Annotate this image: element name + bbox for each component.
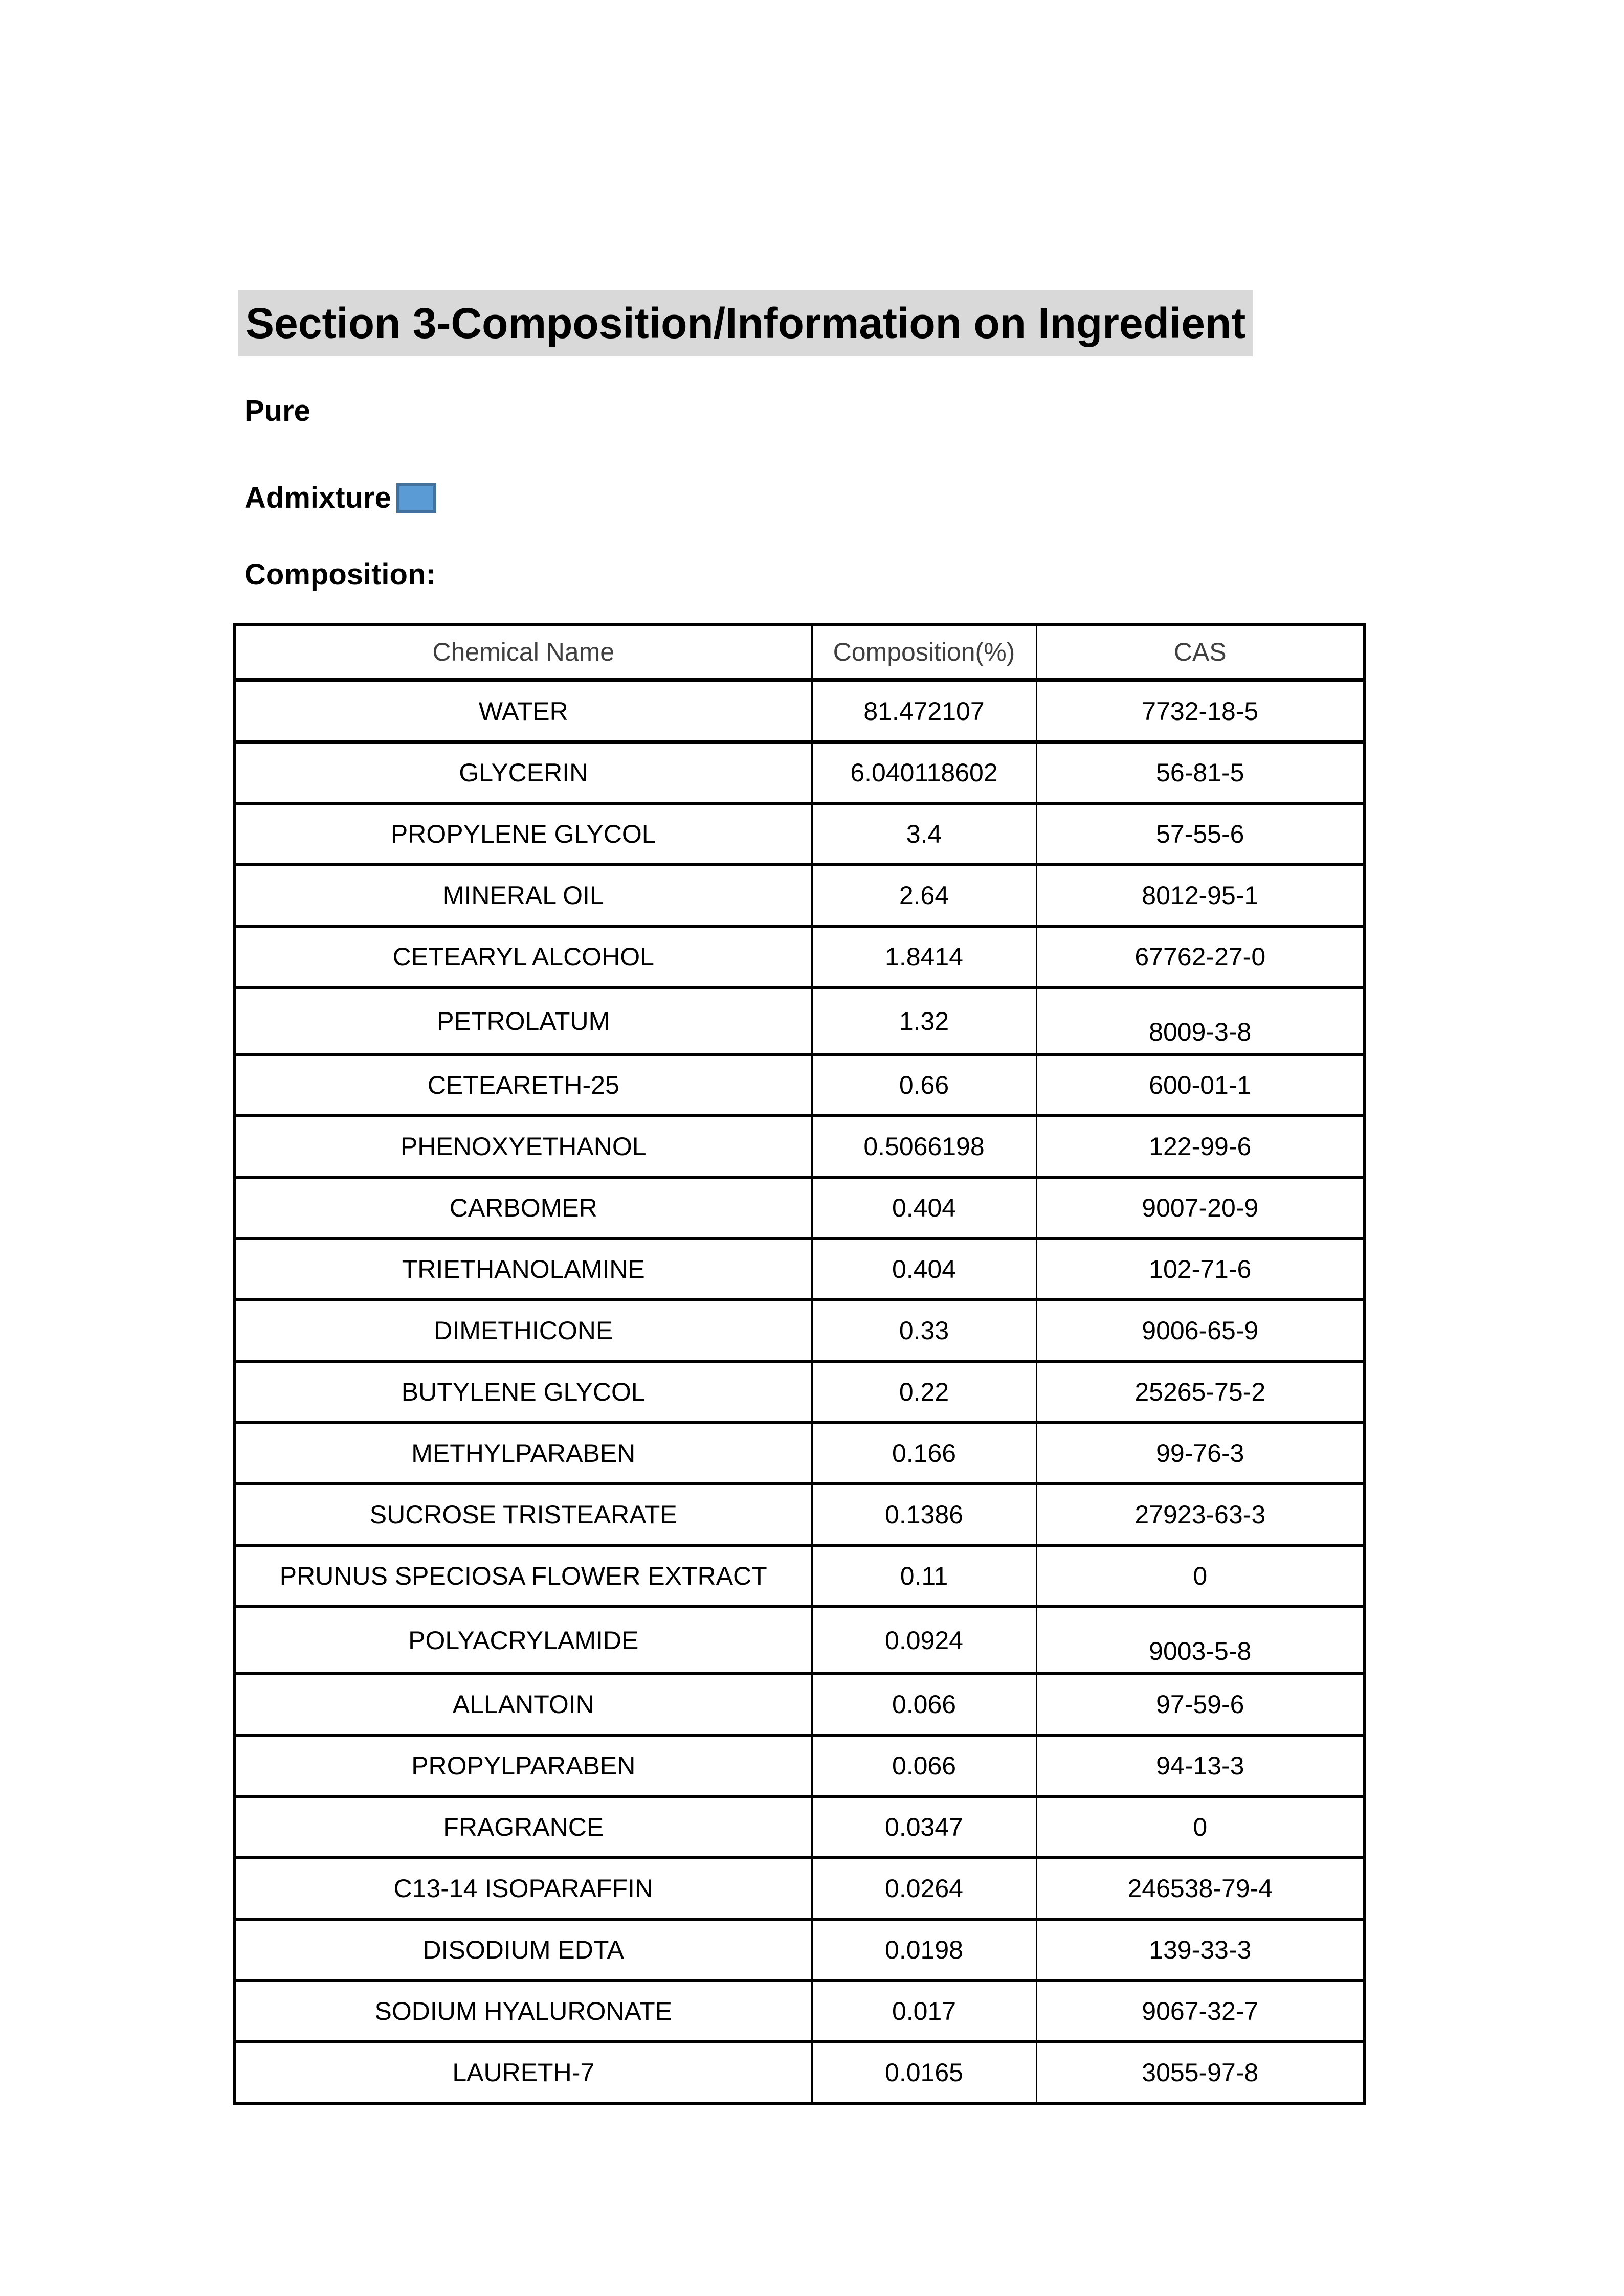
table-row: [234, 803, 1365, 865]
chemical-name-cell: CARBOMER: [234, 1177, 812, 1239]
cas-cell: 9003-5-8: [1036, 1607, 1365, 1674]
chemical-name-cell: POLYACRYLAMIDE: [234, 1607, 812, 1674]
chemical-name-cell: ALLANTOIN: [234, 1674, 812, 1735]
composition-cell: 0.22: [812, 1361, 1036, 1423]
table-row: [234, 1545, 1365, 1607]
cas-cell: 8012-95-1: [1036, 865, 1365, 926]
table-row: [234, 1607, 1365, 1674]
cas-cell: 97-59-6: [1036, 1674, 1365, 1735]
composition-table: [233, 623, 1366, 2105]
composition-cell: 0.0264: [812, 1858, 1036, 1919]
chemical-name-cell: SUCROSE TRISTEARATE: [234, 1484, 812, 1545]
chemical-name-cell: PROPYLPARABEN: [234, 1735, 812, 1796]
chemical-name-cell: DIMETHICONE: [234, 1300, 812, 1361]
composition-cell: 0.017: [812, 1980, 1036, 2042]
cas-cell: 600-01-1: [1036, 1054, 1365, 1116]
cas-cell: 9007-20-9: [1036, 1177, 1365, 1239]
chemical-name-cell: GLYCERIN: [234, 742, 812, 803]
cas-cell: 27923-63-3: [1036, 1484, 1365, 1545]
cas-cell: 56-81-5: [1036, 742, 1365, 803]
composition-cell: 1.8414: [812, 926, 1036, 987]
table-row: [234, 1361, 1365, 1423]
composition-cell: 81.472107: [812, 680, 1036, 742]
table-row: [234, 1239, 1365, 1300]
composition-cell: 0.11: [812, 1545, 1036, 1607]
chemical-name-cell: WATER: [234, 680, 812, 742]
admixture-row: [244, 483, 436, 513]
cas-cell: 0: [1036, 1796, 1365, 1858]
cas-cell: 99-76-3: [1036, 1423, 1365, 1484]
composition-cell: 0.0198: [812, 1919, 1036, 1980]
cas-cell: 122-99-6: [1036, 1116, 1365, 1177]
composition-cell: 0.66: [812, 1054, 1036, 1116]
admixture-checkbox[interactable]: [396, 483, 436, 513]
table-row: [234, 1300, 1365, 1361]
composition-cell: 0.0347: [812, 1796, 1036, 1858]
composition-cell: 0.066: [812, 1674, 1036, 1735]
composition-cell: 0.404: [812, 1177, 1036, 1239]
column-header-cas: CAS: [1036, 624, 1365, 680]
composition-cell: 0.1386: [812, 1484, 1036, 1545]
table-row: [234, 865, 1365, 926]
table-row: [234, 742, 1365, 803]
table-row: [234, 680, 1365, 742]
table-row: [234, 1423, 1365, 1484]
table-row: [234, 1858, 1365, 1919]
table-row: [234, 1735, 1365, 1796]
chemical-name-cell: PHENOXYETHANOL: [234, 1116, 812, 1177]
chemical-name-cell: PRUNUS SPECIOSA FLOWER EXTRACT: [234, 1545, 812, 1607]
table-row: [234, 1054, 1365, 1116]
table-row: [234, 1674, 1365, 1735]
composition-cell: 1.32: [812, 987, 1036, 1054]
cas-cell: 9067-32-7: [1036, 1980, 1365, 2042]
chemical-name-cell: BUTYLENE GLYCOL: [234, 1361, 812, 1423]
composition-cell: 0.166: [812, 1423, 1036, 1484]
cas-cell: 139-33-3: [1036, 1919, 1365, 1980]
table-row: [234, 1177, 1365, 1239]
composition-cell: 0.5066198: [812, 1116, 1036, 1177]
cas-cell: 8009-3-8: [1036, 987, 1365, 1054]
table-row: [234, 1796, 1365, 1858]
composition-cell: 0.0165: [812, 2042, 1036, 2103]
table-row: [234, 1919, 1365, 1980]
table-row: [234, 987, 1365, 1054]
table-row: [234, 1116, 1365, 1177]
admixture-label: Admixture: [244, 481, 391, 514]
column-header-composition: Composition(%): [812, 624, 1036, 680]
composition-cell: 3.4: [812, 803, 1036, 865]
cas-cell: 0: [1036, 1545, 1365, 1607]
composition-cell: 0.0924: [812, 1607, 1036, 1674]
cas-cell: 94-13-3: [1036, 1735, 1365, 1796]
table-row: [234, 2042, 1365, 2103]
chemical-name-cell: SODIUM HYALURONATE: [234, 1980, 812, 2042]
composition-table-body: [234, 680, 1365, 2103]
cas-cell: 102-71-6: [1036, 1239, 1365, 1300]
pure-label: Pure: [244, 394, 310, 427]
table-header-row: [234, 624, 1365, 680]
table-row: [234, 1980, 1365, 2042]
table-row: [234, 1484, 1365, 1545]
composition-cell: 0.33: [812, 1300, 1036, 1361]
cas-cell: 25265-75-2: [1036, 1361, 1365, 1423]
cas-cell: 246538-79-4: [1036, 1858, 1365, 1919]
chemical-name-cell: DISODIUM EDTA: [234, 1919, 812, 1980]
chemical-name-cell: TRIETHANOLAMINE: [234, 1239, 812, 1300]
chemical-name-cell: PETROLATUM: [234, 987, 812, 1054]
column-header-chemical-name: Chemical Name: [234, 624, 812, 680]
chemical-name-cell: C13-14 ISOPARAFFIN: [234, 1858, 812, 1919]
composition-label: Composition:: [244, 558, 436, 591]
composition-cell: 0.066: [812, 1735, 1036, 1796]
composition-cell: 0.404: [812, 1239, 1036, 1300]
chemical-name-cell: PROPYLENE GLYCOL: [234, 803, 812, 865]
cas-cell: 3055-97-8: [1036, 2042, 1365, 2103]
chemical-name-cell: LAURETH-7: [234, 2042, 812, 2103]
cas-cell: 67762-27-0: [1036, 926, 1365, 987]
cas-cell: 57-55-6: [1036, 803, 1365, 865]
cas-cell: 7732-18-5: [1036, 680, 1365, 742]
chemical-name-cell: METHYLPARABEN: [234, 1423, 812, 1484]
chemical-name-cell: CETEARETH-25: [234, 1054, 812, 1116]
composition-cell: 6.040118602: [812, 742, 1036, 803]
chemical-name-cell: FRAGRANCE: [234, 1796, 812, 1858]
table-row: [234, 926, 1365, 987]
chemical-name-cell: MINERAL OIL: [234, 865, 812, 926]
cas-cell: 9006-65-9: [1036, 1300, 1365, 1361]
chemical-name-cell: CETEARYL ALCOHOL: [234, 926, 812, 987]
section-title: Section 3-Composition/Information on Ingredient: [238, 290, 1253, 356]
composition-cell: 2.64: [812, 865, 1036, 926]
